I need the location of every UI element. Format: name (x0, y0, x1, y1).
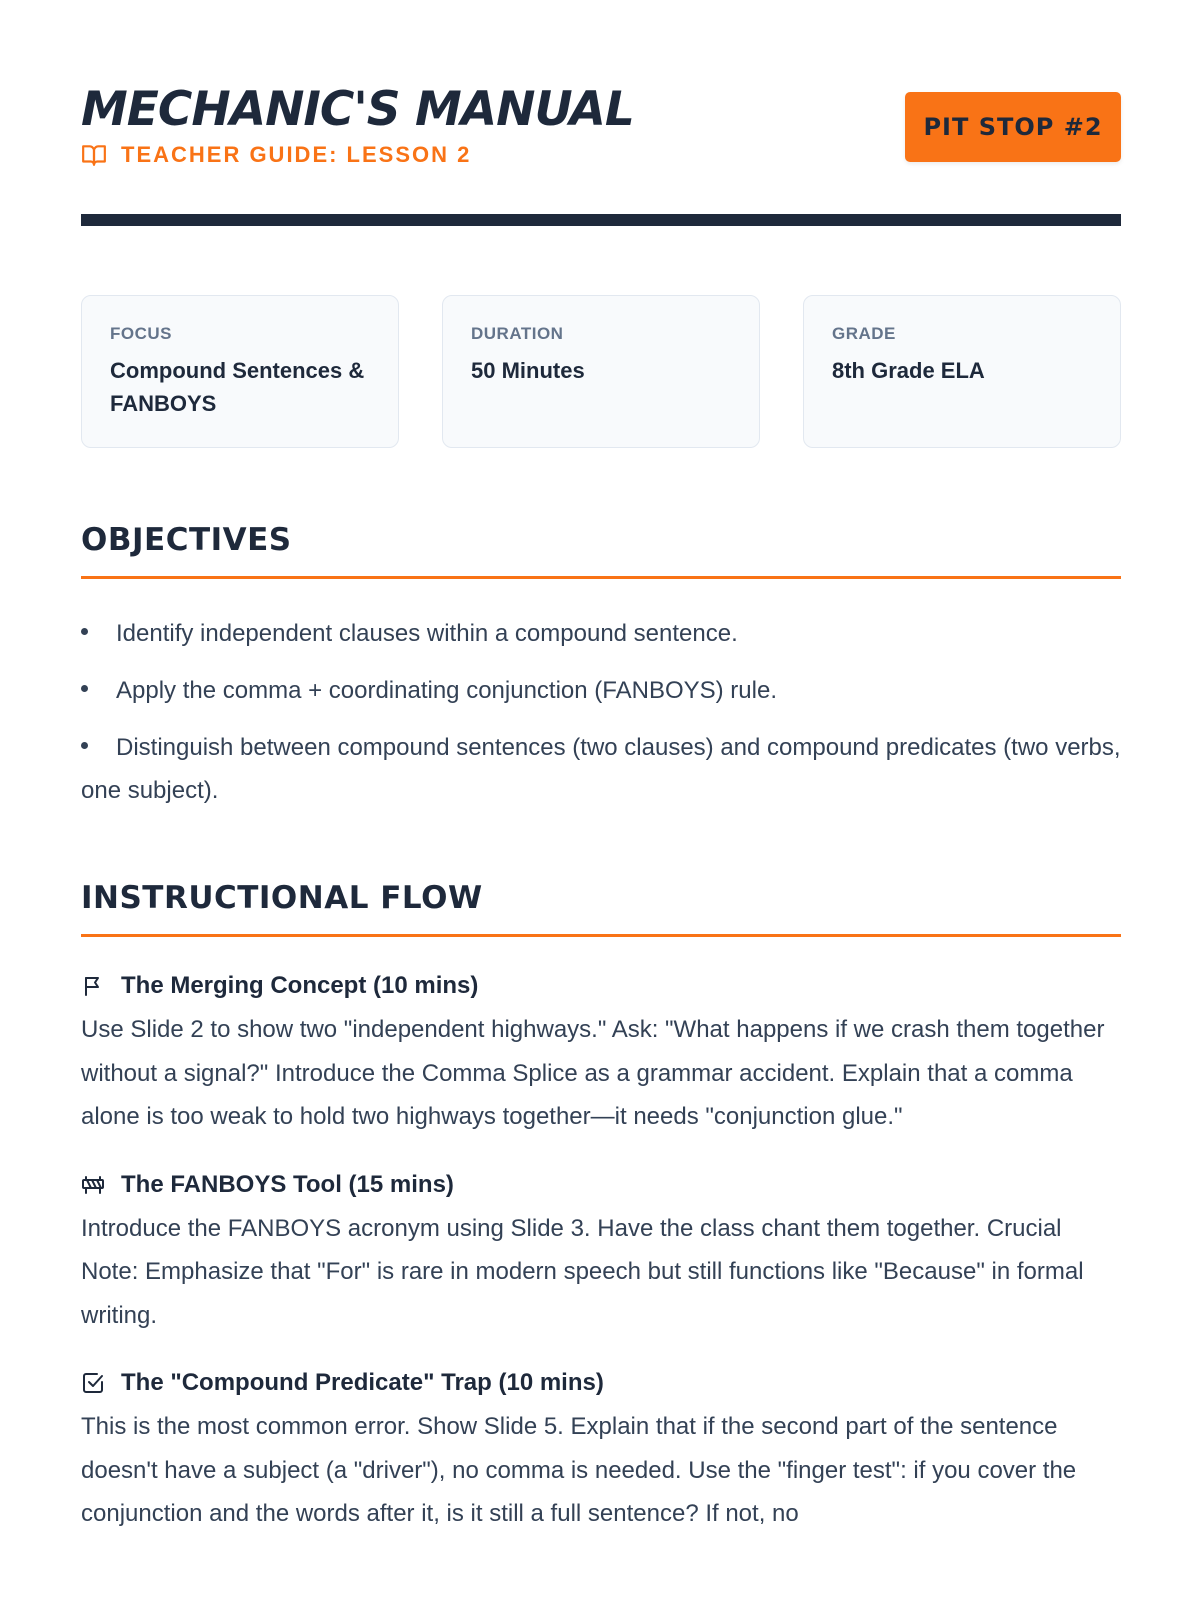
flow-step (81, 968, 1121, 1139)
bullet-icon (81, 685, 88, 692)
objectives-heading: OBJECTIVES (81, 522, 1121, 579)
objectives-list (81, 612, 1121, 826)
focus-card (81, 295, 399, 448)
bullet-icon (81, 628, 88, 635)
list-item (81, 669, 1121, 712)
flow-step (81, 1167, 1121, 1338)
grade-card (803, 295, 1121, 448)
book-icon (81, 142, 107, 168)
card-value: Compound Sentences & FANBOYS (110, 358, 365, 416)
tools-icon (81, 1173, 105, 1197)
objective-text: Apply the comma + coordinating conjunction (FANBOYS) rule. (116, 677, 777, 704)
instructional-flow (81, 968, 1121, 1564)
card-label: DURATION (471, 324, 564, 343)
list-item (81, 726, 1121, 812)
objective-text: Distinguish between compound sentences (two clauses) and compound predicates (two verbs, one subject). (81, 734, 1121, 804)
step-header (81, 1365, 1121, 1401)
page-title: MECHANIC'S MANUAL (81, 82, 634, 137)
step-header (81, 968, 1121, 1004)
pit-stop-button[interactable]: PIT STOP #2 (905, 92, 1121, 162)
step-title: The FANBOYS Tool (15 mins) (121, 1170, 454, 1198)
step-body: This is the most common error. Show Slide 5. Explain that if the second part of the sentence doesn't have a subject (a "driver"), no comma is needed. Use the "finger test": if you cover the conjunction and the words after it, is it still a full sentence? If not, no (81, 1413, 1077, 1527)
objective-text: Identify independent clauses within a compound sentence. (116, 620, 738, 647)
flag-icon (81, 974, 105, 998)
list-item (81, 612, 1121, 655)
step-title: The Merging Concept (10 mins) (121, 972, 479, 999)
step-title: The "Compound Predicate" Trap (10 mins) (121, 1369, 604, 1396)
flow-heading: INSTRUCTIONAL FLOW (81, 880, 1121, 937)
step-body: Use Slide 2 to show two "independent highways." Ask: "What happens if we crash them together without a signal?" Introduce the Comma Splice as a grammar accident. Explain that a comma alone is too weak to hold two highways together—it needs "conjunction glue." (81, 1016, 1105, 1130)
card-value: 8th Grade ELA (832, 358, 985, 383)
header-divider (81, 214, 1121, 226)
page-subtitle (81, 142, 471, 168)
info-cards (81, 295, 1121, 450)
subtitle-text: TEACHER GUIDE: LESSON 2 (121, 142, 472, 167)
step-body: Introduce the FANBOYS acronym using Slide 3. Have the class chant them together. Crucial Note: Emphasize that "For" is rare in modern speech but still functions like "Because" in formal writing. (81, 1214, 1084, 1329)
bullet-icon (81, 742, 88, 749)
checkbox-icon (81, 1371, 105, 1395)
card-value: 50 Minutes (471, 358, 585, 383)
card-label: GRADE (832, 324, 896, 343)
flow-step (81, 1365, 1121, 1536)
duration-card (442, 295, 760, 448)
card-label: FOCUS (110, 324, 172, 343)
step-header (81, 1167, 1121, 1203)
page-header (81, 82, 1121, 172)
